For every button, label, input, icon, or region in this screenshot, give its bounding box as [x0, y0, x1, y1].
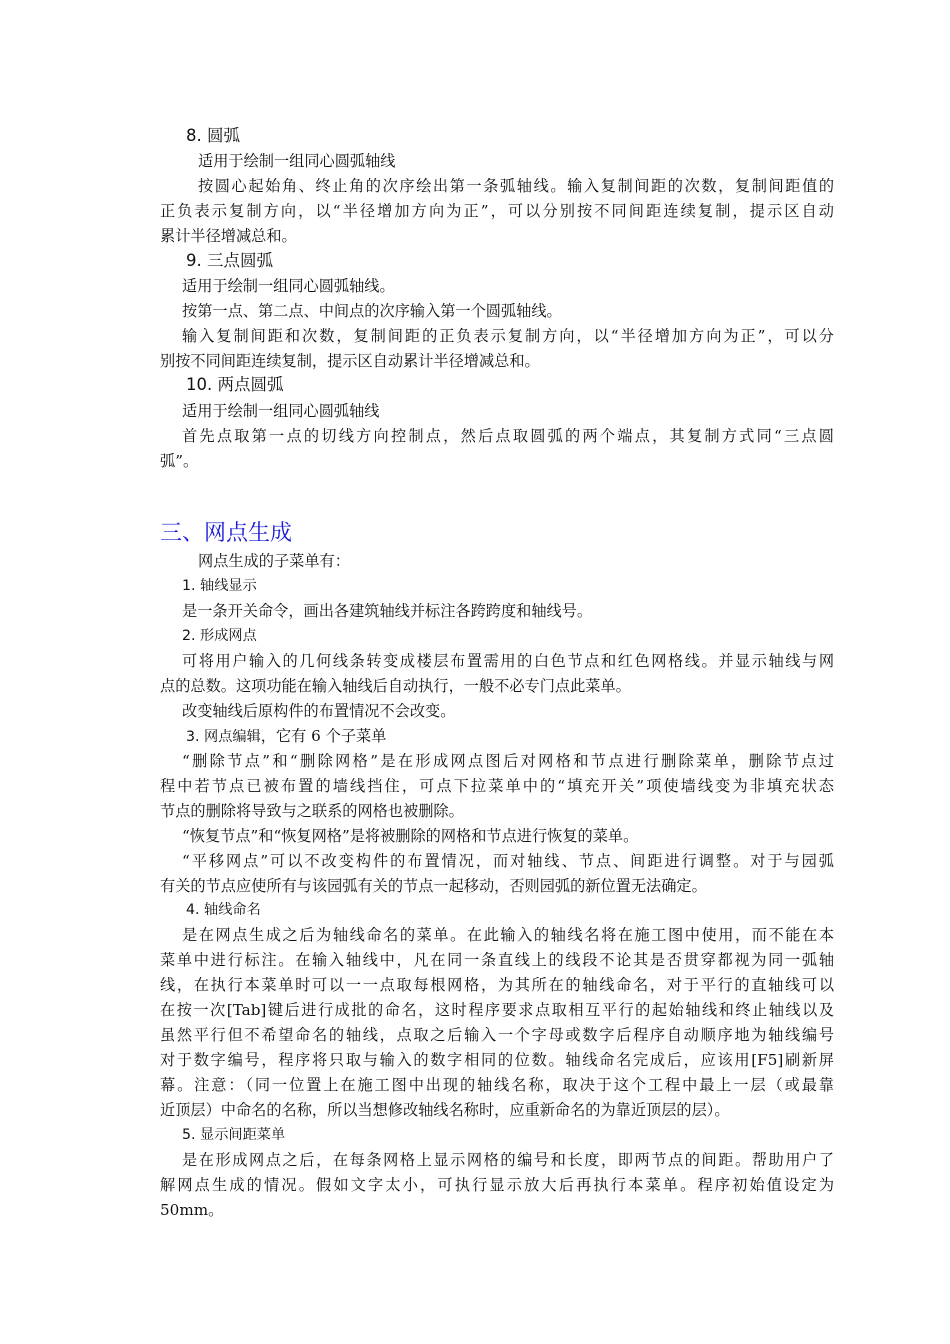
item-2-heading: 2. 形成网点 [182, 628, 257, 644]
item-4-line-2: 菜单中进行标注。在输入轴线中，凡在同一条直线上的线段不论其是否贯穿都视为同一弧轴 [160, 951, 834, 969]
section-10-line-3: 弧”。 [160, 452, 199, 470]
section-9-line-3: 输入复制间距和次数，复制间距的正负表示复制方向，以“半径增加方向为正”，可以分 [182, 327, 834, 345]
section-9-line-4: 别按不同间距连续复制，提示区自动累计半径增减总和。 [160, 352, 540, 370]
item-3-line-5: “平移网点”可以不改变构件的布置情况，而对轴线、节点、间距进行调整。对于与园弧 [182, 852, 834, 870]
item-5-line-3: 50mm。 [160, 1201, 224, 1219]
section-8-line-1: 适用于绘制一组同心圆弧轴线 [198, 152, 396, 170]
item-3-heading-suffix: ，它有 6 个子菜单 [260, 727, 387, 745]
part-3-intro: 网点生成的子菜单有： [198, 552, 350, 570]
item-3-heading: 3. 网点编辑 [186, 729, 261, 745]
section-9-line-1: 适用于绘制一组同心圆弧轴线。 [182, 277, 395, 295]
item-4-line-3: 线，在执行本菜单时可以一一点取每根网格，为其所在的轴线命名，对于平行的直轴线可以 [160, 976, 834, 994]
item-3-line-4: “恢复节点”和“恢复网格”是将被删除的网格和节点进行恢复的菜单。 [182, 827, 639, 845]
section-10-line-2: 首先点取第一点的切线方向控制点，然后点取圆弧的两个端点，其复制方式同“三点圆 [182, 427, 834, 445]
item-4-line-6: 对于数字编号，程序将只取与输入的数字相同的位数。轴线命名完成后，应该用[F5]刷新屏 [160, 1051, 834, 1069]
item-3-line-1: “删除节点”和“删除网格”是在形成网点图后对网格和节点进行删除菜单，删除节点过 [182, 752, 834, 770]
section-10-heading: 10. 两点圆弧 [186, 375, 284, 394]
item-3-line-3: 节点的删除将导致与之联系的网格也被删除。 [160, 802, 464, 820]
section-8-line-2: 按圆心起始角、终止角的次序绘出第一条弧轴线。输入复制间距的次数，复制间距值的 [198, 177, 834, 195]
item-4-line-7: 幕。注意：（同一位置上在施工图中出现的轴线名称，取决于这个工程中最上一层（或最靠 [160, 1076, 834, 1094]
item-4-line-5: 虽然平行但不希望命名的轴线，点取之后输入一个字母或数字后程序自动顺序地为轴线编号 [160, 1026, 834, 1044]
section-8-heading: 8. 圆弧 [186, 126, 240, 145]
section-8-line-4: 累计半径增减总和。 [160, 227, 297, 245]
item-4-line-8: 近顶层）中命名的名称，所以当想修改轴线名称时，应重新命名的为靠近顶层的层）。 [160, 1101, 730, 1119]
item-3-line-2: 程中若节点已被布置的墙线挡住，可点下拉菜单中的“填充开关”项使墙线变为非填充状态 [160, 777, 834, 795]
part-3-title: 三、网点生成 [160, 521, 293, 546]
item-3-heading-row [186, 726, 386, 747]
item-5-heading: 5. 显示间距菜单 [182, 1127, 286, 1143]
item-5-line-1: 是在形成网点之后，在每条网格上显示网格的编号和长度，即两节点的间距。帮助用户了 [182, 1151, 834, 1169]
item-5-line-2: 解网点生成的情况。假如文字太小，可执行显示放大后再执行本菜单。程序初始值设定为 [160, 1176, 834, 1194]
section-9-heading: 9. 三点圆弧 [186, 251, 273, 270]
item-1-heading: 1. 轴线显示 [182, 578, 257, 594]
item-1-line-1: 是一条开关命令，画出各建筑轴线并标注各跨跨度和轴线号。 [182, 602, 593, 620]
item-4-line-1: 是在网点生成之后为轴线命名的菜单。在此输入的轴线名将在施工图中使用，而不能在本 [182, 926, 834, 944]
section-10-line-1: 适用于绘制一组同心圆弧轴线 [182, 402, 380, 420]
item-2-line-3: 改变轴线后原构件的布置情况不会改变。 [182, 702, 456, 720]
section-9-line-2: 按第一点、第二点、中间点的次序输入第一个圆弧轴线。 [182, 302, 562, 320]
item-3-line-6: 有关的节点应使所有与该园弧有关的节点一起移动，否则园弧的新位置无法确定。 [160, 877, 707, 895]
section-8-line-3: 正负表示复制方向，以“半径增加方向为正”，可以分别按不同间距连续复制，提示区自动 [160, 202, 834, 220]
item-2-line-1: 可将用户输入的几何线条转变成楼层布置需用的白色节点和红色网格线。并显示轴线与网 [182, 652, 834, 670]
item-2-line-2: 点的总数。这项功能在输入轴线后自动执行，一般不必专门点此菜单。 [160, 677, 631, 695]
item-4-line-4: 在按一次[Tab]键后进行成批的命名，这时程序要求点取相互平行的起始轴线和终止轴线以及 [160, 1001, 834, 1019]
item-4-heading: 4. 轴线命名 [186, 902, 261, 918]
